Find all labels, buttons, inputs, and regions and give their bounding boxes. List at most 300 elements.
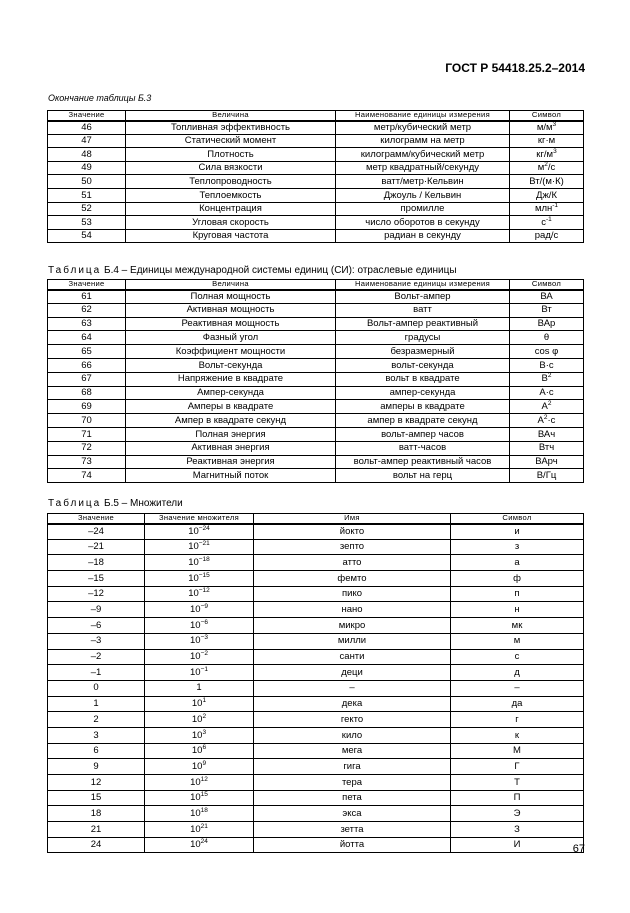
multiplier-base: 10 [190,807,201,819]
table-b4-caption-text: Б.4 – Единицы международной системы единиц (СИ): отраслевые единицы [104,265,457,276]
symbol-cell: д [451,665,584,681]
quantity-cell: Реактивная энергия [126,455,336,469]
unit-name-cell: промилле [336,202,510,216]
table-b4-row [48,372,584,386]
unit-name-cell: Вольт-ампер реактивный [336,317,510,331]
table-b3-row [48,148,584,162]
multiplier-exponent: 3 [202,728,207,736]
multiplier-cell [145,602,254,618]
table-b3-row [48,161,584,175]
unit-name-cell: ампер-секунда [336,386,510,400]
table-b5-row [48,602,584,618]
symbol-cell: И [451,837,584,853]
value-cell: –18 [48,555,145,571]
unit-name-cell: число оборотов в секунду [336,216,510,230]
table-b4-row [48,414,584,428]
unit-name-cell: Вольт-ампер [336,290,510,304]
prefix-name-cell: йокто [254,524,451,540]
table-b5-header-symbol: Символ [451,514,584,524]
value-cell: 46 [48,121,126,135]
table-b5-caption-prefix: Таблица [48,498,102,509]
quantity-cell: Статический момент [126,134,336,148]
value-cell: 18 [48,806,145,822]
symbol-cell: н [451,602,584,618]
symbol-base: А [541,401,548,413]
value-cell: 61 [48,290,126,304]
table-b5-row [48,680,584,696]
unit-name-cell: градусы [336,331,510,345]
quantity-cell: Амперы в квадрате [126,400,336,414]
table-b5-header-name: Имя [254,514,451,524]
value-cell: 50 [48,175,126,189]
symbol-cell [510,290,584,304]
multiplier-base: 10 [191,729,203,741]
symbol-base: ВАр [537,318,556,330]
quantity-cell: Активная энергия [126,441,336,455]
table-b5-row [48,539,584,555]
multiplier-cell [145,539,254,555]
table-b5-caption [48,498,183,509]
symbol-cell: з [451,539,584,555]
multiplier-base: 10 [190,619,201,631]
symbol-cell [510,345,584,359]
prefix-name-cell: микро [254,618,451,634]
table-b3-row [48,229,584,243]
multiplier-base: 1 [196,682,202,694]
symbol-base: м [537,162,545,174]
table-b4-row [48,290,584,304]
multiplier-exponent: −6 [200,618,208,626]
symbol-cell: Г [451,759,584,775]
unit-name-cell: вольт на герц [336,469,510,483]
value-cell: 64 [48,331,126,345]
multiplier-base: 10 [191,745,203,757]
prefix-name-cell: экса [254,806,451,822]
symbol-cell: к [451,727,584,743]
value-cell: 6 [48,743,145,759]
table-b5-row [48,524,584,540]
unit-name-cell: ватт [336,303,510,317]
multiplier-cell [145,727,254,743]
table-b4 [47,279,584,483]
symbol-cell [510,441,584,455]
symbol-base: Дж/К [536,189,557,201]
value-cell: 51 [48,188,126,202]
multiplier-exponent: 1 [202,697,207,705]
quantity-cell: Активная мощность [126,303,336,317]
multiplier-exponent: −21 [198,540,210,548]
symbol-base: кг/м [536,148,554,160]
value-cell: –21 [48,539,145,555]
symbol-cell [510,414,584,428]
prefix-name-cell: гекто [254,712,451,728]
multiplier-exponent: 21 [200,822,208,830]
multiplier-cell [145,775,254,791]
value-cell: –3 [48,633,145,649]
prefix-name-cell: мега [254,743,451,759]
symbol-exponent: 2 [544,161,548,169]
multiplier-cell [145,837,254,853]
symbol-base: ВА [540,290,553,302]
multiplier-exponent: 6 [202,744,207,752]
table-b4-row [48,455,584,469]
symbol-suffix: ·с [547,414,556,426]
table-b5-row [48,822,584,838]
unit-name-cell: метр/кубический метр [336,121,510,135]
multiplier-base: 10 [191,713,203,725]
table-b4-row [48,427,584,441]
symbol-exponent: 2 [543,413,548,421]
table-b5-row [48,790,584,806]
value-cell: 72 [48,441,126,455]
prefix-name-cell: милли [254,633,451,649]
quantity-cell: Напряжение в квадрате [126,372,336,386]
table-b4-row [48,331,584,345]
multiplier-base: 10 [188,541,199,553]
unit-name-cell: вольт-секунда [336,358,510,372]
table-b3-row [48,188,584,202]
symbol-cell [510,331,584,345]
table-b5 [47,513,584,853]
multiplier-cell [145,696,254,712]
table-b4-row [48,386,584,400]
multiplier-cell [145,680,254,696]
symbol-cell [510,216,584,230]
unit-name-cell: радиан в секунду [336,229,510,243]
symbol-cell [510,400,584,414]
symbol-cell [510,202,584,216]
value-cell: 48 [48,148,126,162]
symbol-base: Вт/(м·К) [529,175,564,187]
quantity-cell: Сила вязкости [126,161,336,175]
multiplier-cell [145,790,254,806]
table-b4-caption-prefix: Таблица [48,265,102,276]
multiplier-exponent: −18 [198,555,210,563]
table-b3-header-symbol: Символ [510,111,584,121]
value-cell: 65 [48,345,126,359]
table-b5-row [48,633,584,649]
unit-name-cell: ампер в квадрате секунд [336,414,510,428]
table-b5-row [48,618,584,634]
multiplier-exponent: −24 [198,524,210,532]
value-cell: 3 [48,727,145,743]
unit-name-cell: вольт-ампер часов [336,427,510,441]
unit-name-cell: ватт-часов [336,441,510,455]
value-cell: 49 [48,161,126,175]
symbol-exponent: 2 [547,400,552,408]
table-b4-row [48,469,584,483]
prefix-name-cell: зепто [254,539,451,555]
table-b3-row [48,121,584,135]
table-b5-row [48,696,584,712]
prefix-name-cell: тера [254,775,451,791]
multiplier-cell [145,571,254,587]
table-b5-row [48,571,584,587]
value-cell: 2 [48,712,145,728]
unit-name-cell: метр квадратный/секунду [336,161,510,175]
quantity-cell: Полная мощность [126,290,336,304]
table-b3-row [48,134,584,148]
multiplier-cell [145,633,254,649]
prefix-name-cell: атто [254,555,451,571]
page-number: 67 [572,843,585,855]
value-cell: 68 [48,386,126,400]
value-cell: 24 [48,837,145,853]
table-b3 [47,110,584,243]
symbol-cell: Э [451,806,584,822]
unit-name-cell: Джоуль / Кельвин [336,188,510,202]
unit-name-cell: безразмерный [336,345,510,359]
symbol-base: ВАрч [535,456,558,468]
multiplier-cell [145,806,254,822]
quantity-cell: Плотность [126,148,336,162]
symbol-cell: да [451,696,584,712]
symbol-exponent: 3 [553,147,557,155]
multiplier-cell [145,618,254,634]
multiplier-cell [145,712,254,728]
table-b3-row [48,175,584,189]
table-b5-row [48,727,584,743]
symbol-cell: ф [451,571,584,587]
prefix-name-cell: нано [254,602,451,618]
quantity-cell: Фазный угол [126,331,336,345]
table-b4-caption [48,265,457,276]
symbol-cell [510,317,584,331]
symbol-cell: м [451,633,584,649]
value-cell: 66 [48,358,126,372]
document-header: ГОСТ Р 54418.25.2–2014 [445,61,585,75]
table-b4-row [48,400,584,414]
symbol-base: В·с [539,359,554,371]
symbol-cell: а [451,555,584,571]
table-b5-row [48,759,584,775]
table-b5-row [48,555,584,571]
prefix-name-cell: деци [254,665,451,681]
table-b5-row [48,743,584,759]
value-cell: 71 [48,427,126,441]
multiplier-base: 10 [190,604,201,616]
prefix-name-cell: дека [254,696,451,712]
symbol-cell: мк [451,618,584,634]
symbol-cell [510,372,584,386]
symbol-base: А [537,414,544,426]
prefix-name-cell: йотта [254,837,451,853]
table-b4-header-value: Значение [48,280,126,290]
multiplier-cell [145,759,254,775]
table-b3-header-value: Значение [48,111,126,121]
value-cell: –24 [48,524,145,540]
quantity-cell: Реактивная мощность [126,317,336,331]
value-cell: 1 [48,696,145,712]
multiplier-exponent: −3 [200,634,208,642]
multiplier-base: 10 [188,556,199,568]
quantity-cell: Ампер-секунда [126,386,336,400]
value-cell: 73 [48,455,126,469]
unit-name-cell: амперы в квадрате [336,400,510,414]
quantity-cell: Теплоемкость [126,188,336,202]
symbol-cell [510,358,584,372]
multiplier-exponent: 18 [200,806,208,814]
multiplier-base: 10 [188,525,199,537]
value-cell: –9 [48,602,145,618]
symbol-cell [510,188,584,202]
symbol-base: рад/с [534,230,559,242]
value-cell: 12 [48,775,145,791]
symbol-exponent: 2 [547,372,552,380]
quantity-cell: Угловая скорость [126,216,336,230]
symbol-exponent: 3 [552,120,557,128]
quantity-cell: Топливная эффективность [126,121,336,135]
symbol-cell [510,386,584,400]
table-b5-row [48,649,584,665]
symbol-cell: с [451,649,584,665]
quantity-cell: Вольт-секунда [126,358,336,372]
value-cell: 15 [48,790,145,806]
quantity-cell: Круговая частота [126,229,336,243]
multiplier-base: 10 [188,572,199,584]
prefix-name-cell: фемто [254,571,451,587]
symbol-cell: г [451,712,584,728]
symbol-suffix: /с [547,162,556,174]
multiplier-cell [145,524,254,540]
value-cell: –15 [48,571,145,587]
symbol-base: Вт [541,304,552,316]
multiplier-exponent: 24 [200,838,208,846]
prefix-name-cell: зетта [254,822,451,838]
multiplier-base: 10 [190,792,201,804]
value-cell: –2 [48,649,145,665]
value-cell: 69 [48,400,126,414]
value-cell: 67 [48,372,126,386]
table-b3-row [48,216,584,230]
symbol-base: ВАч [537,428,556,440]
symbol-base: м/м [536,121,553,133]
unit-name-cell: вольт-ампер реактивный часов [336,455,510,469]
multiplier-cell [145,665,254,681]
quantity-cell: Ампер в квадрате секунд [126,414,336,428]
value-cell: 9 [48,759,145,775]
multiplier-base: 10 [188,588,199,600]
value-cell: 62 [48,303,126,317]
symbol-cell [510,469,584,483]
multiplier-base: 10 [190,666,201,678]
symbol-base: А·с [539,387,554,399]
symbol-cell: п [451,586,584,602]
quantity-cell: Полная энергия [126,427,336,441]
value-cell: 53 [48,216,126,230]
symbol-cell: М [451,743,584,759]
table-b3-row [48,202,584,216]
table-b4-header-symbol: Символ [510,280,584,290]
multiplier-exponent: −2 [200,650,208,658]
value-cell: 63 [48,317,126,331]
symbol-cell [510,148,584,162]
prefix-name-cell: гига [254,759,451,775]
multiplier-base: 10 [190,776,201,788]
table-b4-row [48,317,584,331]
symbol-cell [510,175,584,189]
table-b4-row [48,303,584,317]
multiplier-cell [145,586,254,602]
quantity-cell: Магнитный поток [126,469,336,483]
table-b3-caption: Окончание таблицы Б.3 [48,93,152,103]
symbol-base: cos φ [534,345,559,357]
symbol-cell: Т [451,775,584,791]
symbol-exponent: -1 [545,215,552,223]
value-cell: 70 [48,414,126,428]
table-b4-row [48,345,584,359]
prefix-name-cell: кило [254,727,451,743]
symbol-cell [510,121,584,135]
multiplier-exponent: 9 [202,759,207,767]
table-b3-header-unit-name: Наименование единицы измерения [336,111,510,121]
symbol-cell [510,161,584,175]
table-b5-row [48,775,584,791]
symbol-cell [510,303,584,317]
prefix-name-cell: санти [254,649,451,665]
multiplier-base: 10 [190,823,201,835]
table-b5-header-value: Значение [48,514,145,524]
quantity-cell: Коэффициент мощности [126,345,336,359]
symbol-base: В [541,373,548,385]
value-cell: 21 [48,822,145,838]
symbol-base: с [541,216,546,228]
symbol-base: млн [534,203,553,215]
multiplier-exponent: 12 [200,775,208,783]
table-b4-row [48,441,584,455]
multiplier-exponent: −12 [198,587,210,595]
symbol-cell [510,455,584,469]
symbol-exponent: -1 [552,202,559,210]
value-cell: –12 [48,586,145,602]
multiplier-cell [145,743,254,759]
symbol-cell: З [451,822,584,838]
multiplier-exponent: −9 [200,603,208,611]
value-cell: –1 [48,665,145,681]
symbol-cell [510,229,584,243]
symbol-base: Втч [538,442,555,454]
unit-name-cell: килограмм на метр [336,134,510,148]
symbol-cell [510,134,584,148]
multiplier-base: 10 [191,760,203,772]
multiplier-exponent: 15 [200,791,208,799]
unit-name-cell: вольт в квадрате [336,372,510,386]
table-b5-row [48,806,584,822]
symbol-cell: – [451,680,584,696]
multiplier-exponent: 2 [202,712,207,720]
multiplier-exponent: −1 [200,665,208,673]
multiplier-base: 10 [190,839,201,851]
table-b5-header-multiplier: Значение множителя [145,514,254,524]
multiplier-exponent: −15 [198,571,210,579]
table-b5-row [48,586,584,602]
symbol-cell: и [451,524,584,540]
symbol-cell: П [451,790,584,806]
symbol-base: В/Гц [536,470,557,481]
value-cell: 0 [48,680,145,696]
table-b4-row [48,358,584,372]
table-b5-row [48,665,584,681]
multiplier-cell [145,649,254,665]
value-cell: 47 [48,134,126,148]
table-b5-row [48,712,584,728]
prefix-name-cell: пета [254,790,451,806]
prefix-name-cell: – [254,680,451,696]
table-b3-header-quantity: Величина [126,111,336,121]
quantity-cell: Концентрация [126,202,336,216]
symbol-base: θ [543,332,550,344]
value-cell: 74 [48,469,126,483]
